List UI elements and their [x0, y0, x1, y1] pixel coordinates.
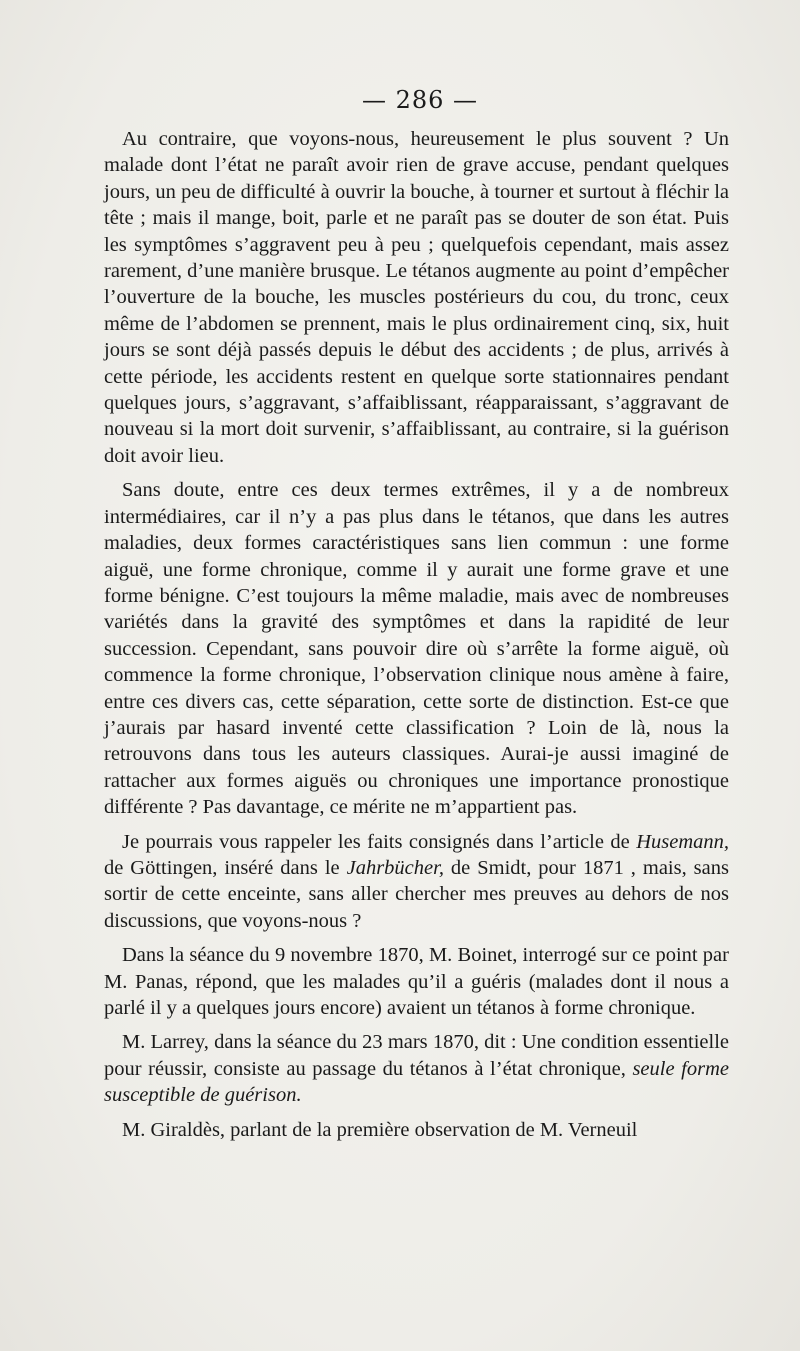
- journal-title-italic: Jahrbücher,: [346, 856, 444, 879]
- paragraph-3-text-a: Je pourrais vous rappeler les faits consignés dans l’article de: [122, 830, 637, 853]
- author-name-italic: Husemann,: [636, 830, 729, 853]
- paragraph-1-text: Au contraire, que voyons-nous, heureusement le plus souvent ? Un malade dont l’état ne paraît avoir rien de grave accuse, pendant quelques jours, un peu de difficulté à ouvrir la bouche, à tourner et surtout à fléchir la tête ; mais il mange, boit, parle et ne paraît pas se douter de son état. Puis les symptômes s’aggravent peu à peu ; quelquefois cependant, mais assez rarement, d’une manière brusque. Le tétanos augmente au point d’empêcher l’ouverture de la bouche, les muscles postérieurs du cou, du tronc, ceux même de l’abdomen se prennent, mais le plus ordinairement cinq, six, huit jours se sont déjà passés depuis le début des accidents ; de plus, arrivés à cette période, les accidents restent en quelque sorte stationnaires pendant quelques jours, s’aggravant, s’affaiblissant, réapparaissant, s’aggravant de nouveau si la mort doit survenir, s’affaiblissant, au contraire, si la guérison doit avoir lieu.: [104, 128, 729, 467]
- paragraph-3-text-c: de Smidt, pour 1871 , mais, sans sortir de cette enceinte, sans aller chercher mes preuves au dehors de nos discussions, que voyons-nous ?: [104, 856, 729, 932]
- page-number: — 286 —: [361, 86, 479, 114]
- paragraph-5: [104, 1029, 729, 1108]
- paragraph-5-text-a: M. Larrey, dans la séance du 23 mars 1870, dit : Une condition essentielle pour réussir, consiste au passage du tétanos à l’état chronique,: [104, 1031, 729, 1080]
- paragraph-4-text: Dans la séance du 9 novembre 1870, M. Boinet, interrogé sur ce point par M. Panas, répond, que les malades qu’il a guéris (malades dont il nous a parlé il y a quelques jours encore) avaient un tétanos à forme chronique.: [104, 944, 729, 1019]
- emphasis-italic: seule forme susceptible de guérison.: [104, 1057, 729, 1107]
- paragraph-6: [104, 1117, 729, 1143]
- paragraph-2-text: Sans doute, entre ces deux termes extrêmes, il y a de nombreux intermédiaires, car il n’y a pas plus dans le tétanos, que dans les autres maladies, deux formes caractéristiques sans lien commun : une forme aiguë, une forme chronique, comme il y aurait une forme grave et une forme bénigne. C’est toujours la même maladie, mais avec de nombreuses variétés dans la gravité des symptômes et dans la rapidité de leur succession. Cependant, sans pouvoir dire où s’arrête la forme aiguë, où commence la forme chronique, l’observation clinique nous amène à faire, entre ces divers cas, cette séparation, cette sorte de distinction. Est-ce que j’aurais par hasard inventé cette classification ? Loin de là, nous la retrouvons dans tous les auteurs classiques. Aurai-je aussi imaginé de rattacher aux formes aiguës ou chroniques une importance pronostique différente ? Pas davantage, ce mérite ne m’appartient pas.: [104, 479, 729, 819]
- paragraph-3-text-b: de Göttingen, inséré dans le: [104, 856, 347, 879]
- paragraph-6-text: M. Giraldès, parlant de la première observation de M. Verneuil: [122, 1118, 638, 1141]
- paragraph-3: [104, 829, 729, 935]
- paragraph-4: [104, 942, 729, 1021]
- paragraph-2: [104, 477, 729, 820]
- body-text: [104, 126, 729, 1151]
- paragraph-1: [104, 126, 729, 469]
